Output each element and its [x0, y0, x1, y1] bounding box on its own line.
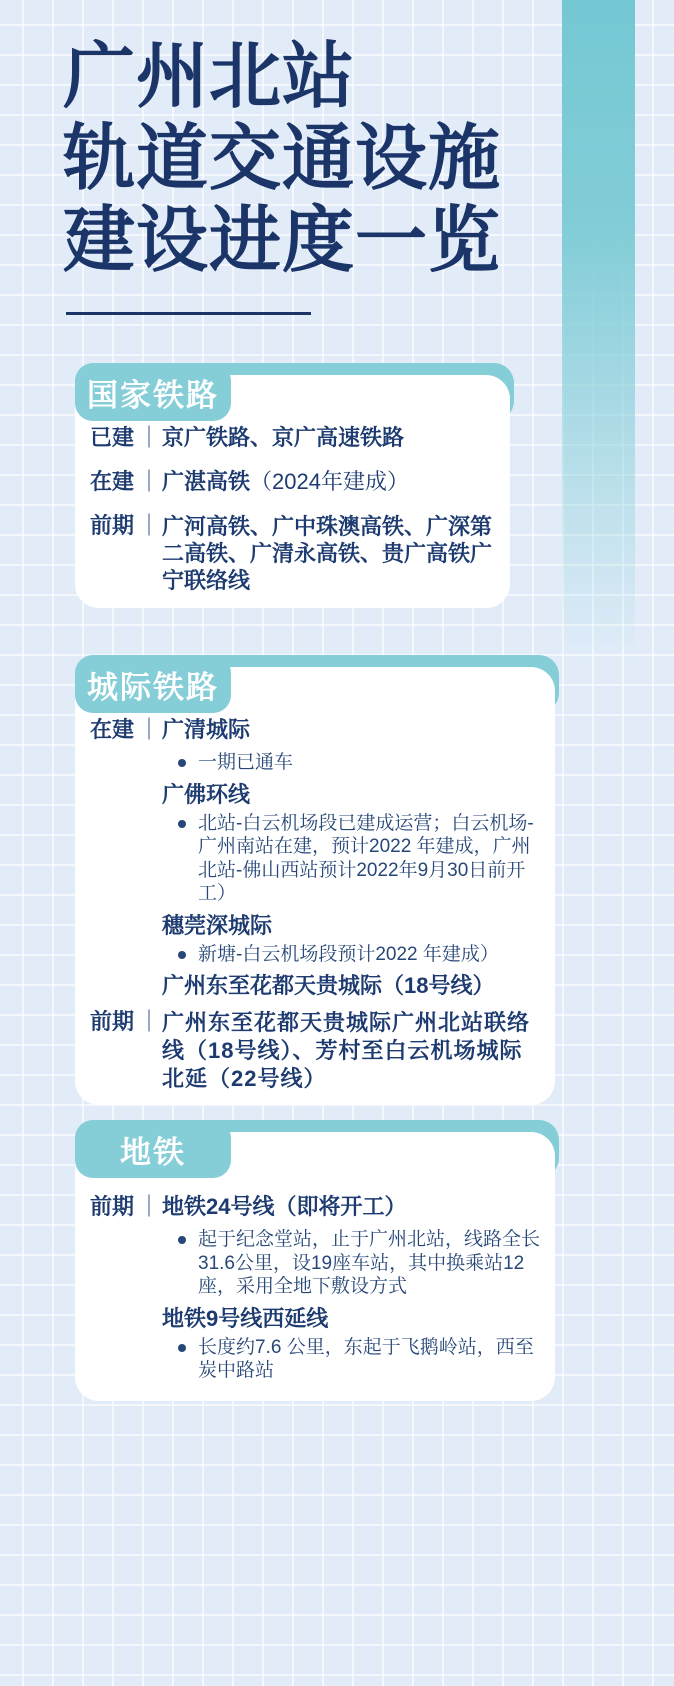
- section-tab-label: 城际铁路: [87, 669, 219, 705]
- status-row-planning: [90, 1009, 543, 1093]
- status-row-built: [90, 425, 498, 451]
- list-item: [178, 1228, 543, 1299]
- status-row-planning: [90, 1194, 543, 1220]
- line-subheading: 广州东至花都天贵城际（18号线）: [162, 973, 495, 998]
- line-names: 广湛高铁: [162, 469, 251, 494]
- list-item: [178, 1336, 543, 1383]
- section-metro: [75, 1120, 555, 1401]
- status-label: 前期: [90, 513, 135, 538]
- status-row-planning: [90, 513, 498, 594]
- title-underline: [66, 312, 311, 315]
- label-separator: ｜: [138, 513, 161, 538]
- bullet-icon: [178, 951, 186, 959]
- line-subheading: 穗莞深城际: [162, 912, 273, 938]
- line-subheading: 地铁9号线西延线: [162, 1305, 329, 1331]
- label-separator: ｜: [138, 1009, 161, 1034]
- page-title-line-2: 轨道交通设施: [63, 119, 502, 199]
- status-label: 在建: [90, 469, 135, 494]
- status-value: 地铁24号线（即将开工）: [162, 1194, 407, 1219]
- status-label: 前期: [90, 1009, 135, 1034]
- status-value: [162, 469, 498, 495]
- bullet-icon: [178, 759, 186, 767]
- list-item-text: 一期已通车: [198, 752, 294, 773]
- page-title-line-3: 建设进度一览: [63, 201, 502, 281]
- status-value: 广州东至花都天贵城际广州北站联络线（18号线）、芳村至白云机场城际北延（22号线）: [162, 1010, 531, 1091]
- list-item-text: 北站-白云机场段已建成运营；白云机场-广州南站在建，预计2022 年建成，广州北站-佛山西站预计2022年9月30日前开工）: [198, 812, 534, 904]
- list-item: [178, 751, 543, 775]
- section-intercity-railway: [75, 655, 555, 1105]
- list-item-text: 起于纪念堂站，止于广州北站，线路全长31.6公里，设19座车站，其中换乘站12座，采用全地下敷设方式: [198, 1229, 541, 1297]
- section-tab-national-railway: [75, 363, 231, 421]
- label-separator: ｜: [138, 469, 161, 494]
- line-subheading: 广佛环线: [162, 781, 251, 807]
- list-item: [178, 812, 543, 906]
- page-title-line-1: 广州北站: [63, 37, 356, 117]
- status-value: 京广铁路、京广高速铁路: [162, 425, 405, 450]
- label-separator: ｜: [138, 425, 161, 450]
- list-item-text: 长度约7.6 公里，东起于飞鹅岭站，西至炭中路站: [198, 1336, 534, 1381]
- label-separator: ｜: [138, 717, 161, 742]
- section-card: [75, 667, 555, 1105]
- status-note: （2024年建成）: [250, 469, 409, 494]
- status-row-under-construction: [90, 717, 543, 743]
- section-tab-metro: [75, 1120, 231, 1178]
- status-label: 已建: [90, 425, 135, 450]
- status-label: 前期: [90, 1194, 135, 1219]
- status-value: 广清城际: [162, 717, 251, 742]
- section-tab-label: 国家铁路: [87, 377, 219, 413]
- bullet-icon: [178, 1344, 186, 1352]
- status-value: 广河高铁、广中珠澳高铁、广深第二高铁、广清永高铁、贵广高铁广宁联络线: [162, 514, 493, 593]
- bullet-icon: [178, 820, 186, 828]
- section-national-railway: [75, 363, 510, 608]
- section-tab-label: 地铁: [120, 1134, 186, 1170]
- list-item-text: 新塘-白云机场段预计2022 年建成）: [198, 943, 499, 965]
- list-item: [178, 943, 543, 967]
- status-label: 在建: [90, 717, 135, 742]
- section-tab-intercity-railway: [75, 655, 231, 713]
- status-row-under-construction: [90, 469, 498, 495]
- bullet-icon: [178, 1236, 186, 1244]
- page-title: [63, 36, 603, 282]
- label-separator: ｜: [138, 1194, 161, 1219]
